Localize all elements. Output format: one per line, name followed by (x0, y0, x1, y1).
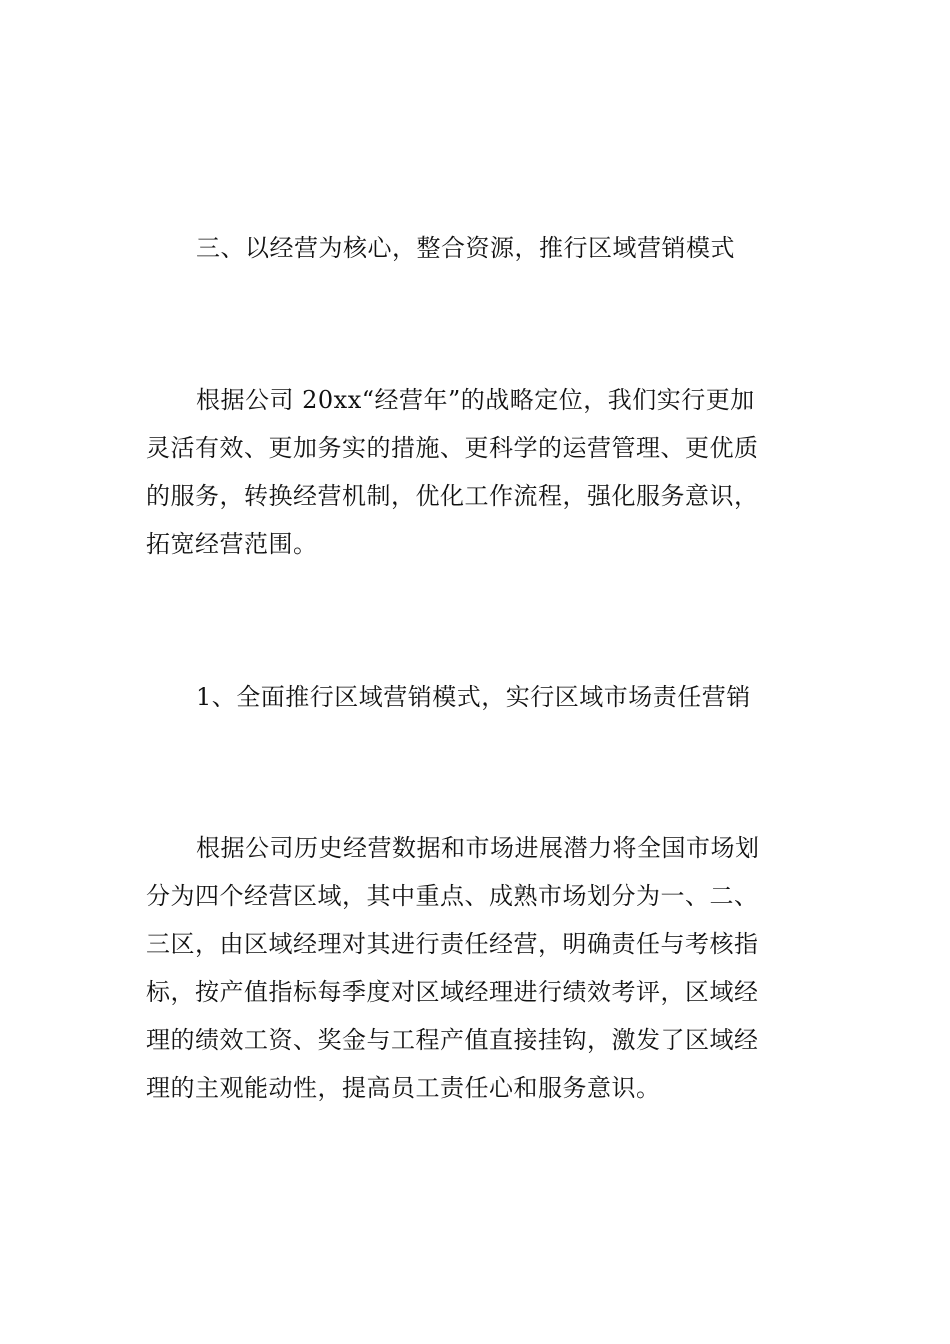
paragraph-line: 拓宽经营范围。 (146, 530, 318, 558)
paragraph-1 (146, 376, 811, 568)
paragraph-line: 分为四个经营区域，其中重点、成熟市场划分为一、二、 (146, 882, 759, 910)
paragraph-line: 的服务，转换经营机制，优化工作流程，强化服务意识， (146, 482, 759, 510)
paragraph-line: 理的主观能动性，提高员工责任心和服务意识。 (146, 1074, 661, 1102)
section-heading: 三、以经营为核心，整合资源，推行区域营销模式 (196, 234, 735, 262)
paragraph-2 (146, 824, 811, 1112)
subheading: 1、全面推行区域营销模式，实行区域市场责任营销 (196, 683, 751, 711)
paragraph-line: 根据公司 20xx“经营年”的战略定位，我们实行更加 (196, 386, 755, 414)
paragraph-line: 三区，由区域经理对其进行责任经营，明确责任与考核指 (146, 930, 759, 958)
paragraph-line: 标，按产值指标每季度对区域经理进行绩效考评，区域经 (146, 978, 759, 1006)
paragraph-line: 灵活有效、更加务实的措施、更科学的运营管理、更优质 (146, 434, 759, 462)
paragraph-line: 理的绩效工资、奖金与工程产值直接挂钩，激发了区域经 (146, 1026, 759, 1054)
paragraph-line: 根据公司历史经营数据和市场进展潜力将全国市场划 (196, 834, 760, 862)
